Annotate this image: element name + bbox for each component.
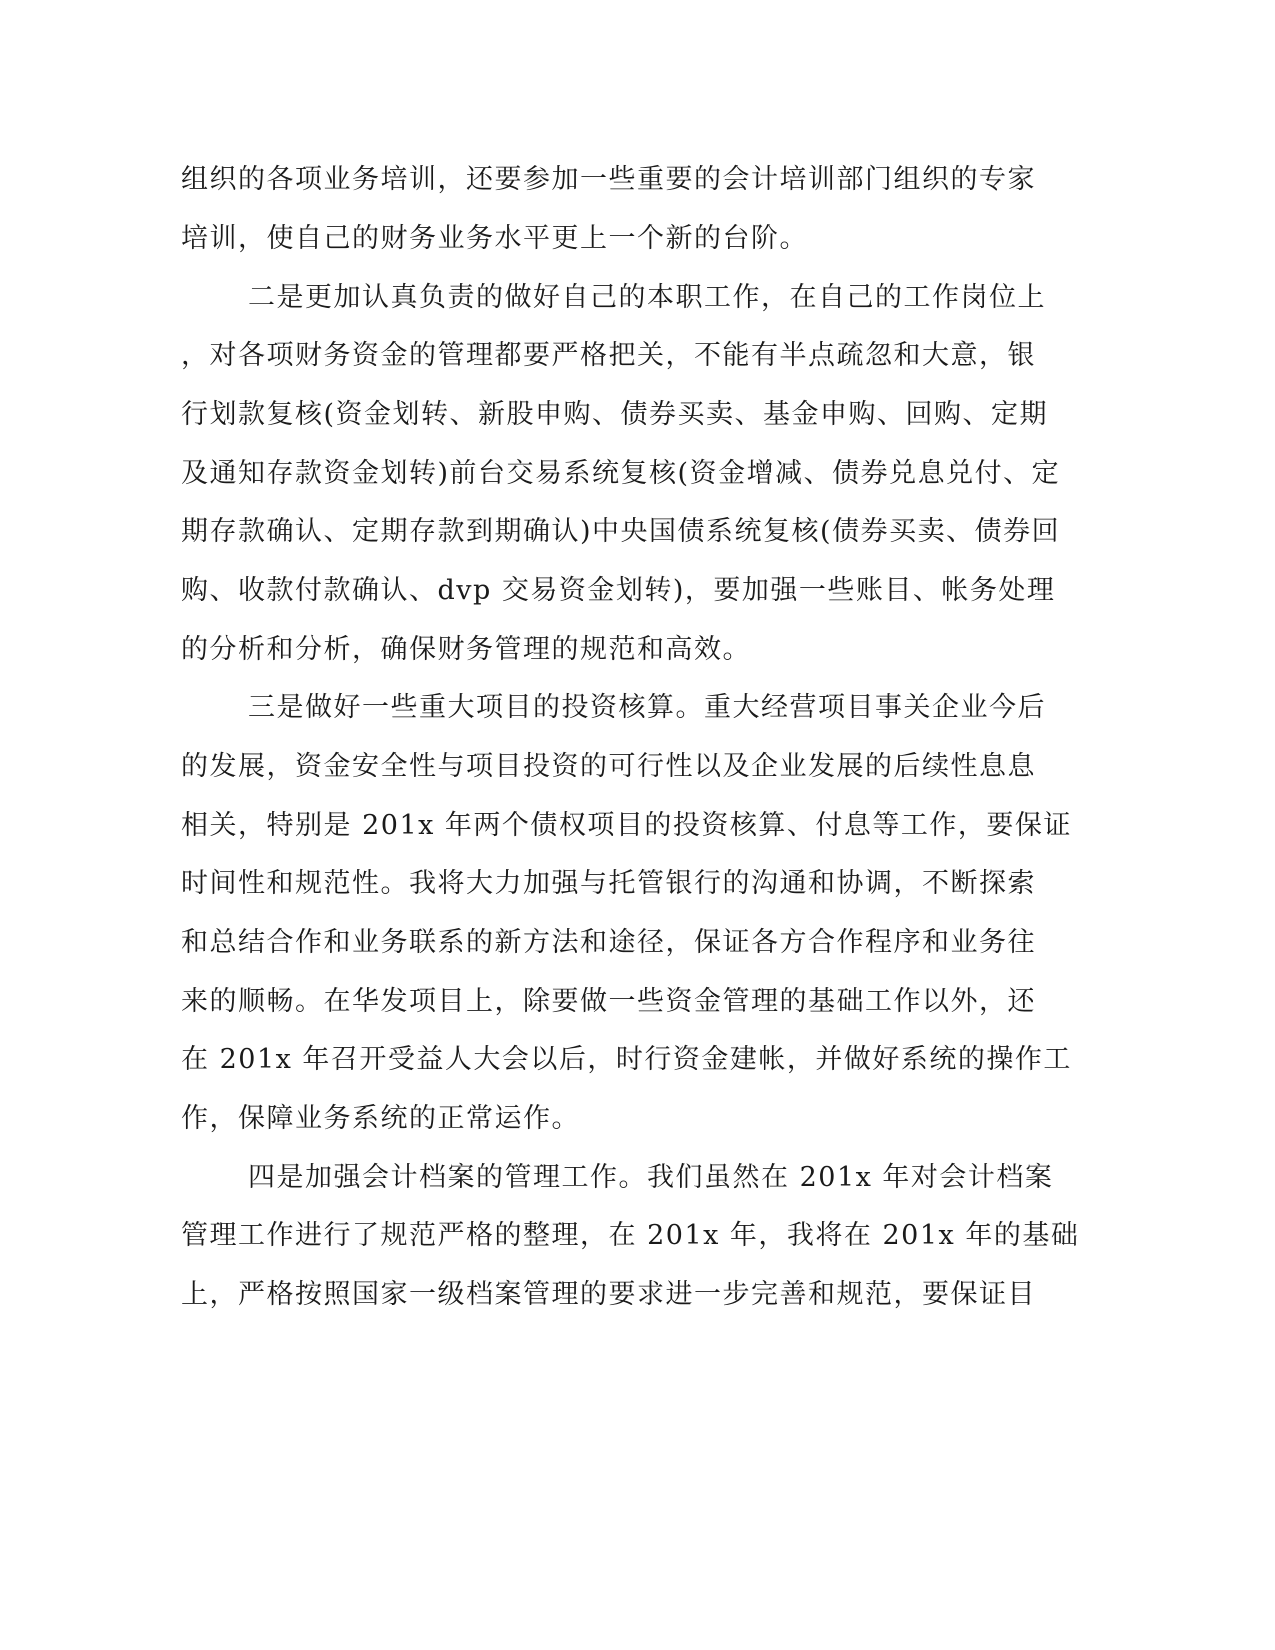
text-line: 行划款复核(资金划转、新股申购、债券买卖、基金申购、回购、定期 xyxy=(181,399,1049,430)
paragraph-start-line: 三是做好一些重大项目的投资核算。重大经营项目事关企业今后 xyxy=(248,692,1046,723)
text-line: 来的顺畅。在华发项目上，除要做一些资金管理的基础工作以外，还 xyxy=(181,986,1036,1017)
text-line: 时间性和规范性。我将大力加强与托管银行的沟通和协调，不断探索 xyxy=(181,868,1036,899)
text-line: 期存款确认、定期存款到期确认)中央国债系统复核(债券买卖、债券回 xyxy=(181,516,1061,547)
text-line: 的分析和分析，确保财务管理的规范和高效。 xyxy=(181,634,751,665)
paragraph-start-line: 二是更加认真负责的做好自己的本职工作，在自己的工作岗位上 xyxy=(248,282,1046,313)
text-line: 和总结合作和业务联系的新方法和途径，保证各方合作程序和业务往 xyxy=(181,927,1036,958)
paragraph-start-line: 四是加强会计档案的管理工作。我们虽然在 201x 年对会计档案 xyxy=(248,1162,1054,1193)
text-line: 培训，使自己的财务业务水平更上一个新的台阶。 xyxy=(181,223,808,254)
text-line: 上，严格按照国家一级档案管理的要求进一步完善和规范，要保证目 xyxy=(181,1279,1036,1310)
text-line: 组织的各项业务培训，还要参加一些重要的会计培训部门组织的专家 xyxy=(181,164,1036,195)
text-line: 管理工作进行了规范严格的整理，在 201x 年，我将在 201x 年的基础 xyxy=(181,1220,1080,1251)
text-line: 在 201x 年召开受益人大会以后，时行资金建帐，并做好系统的操作工 xyxy=(181,1044,1072,1075)
text-line: ，对各项财务资金的管理都要严格把关，不能有半点疏忽和大意，银 xyxy=(181,340,1036,371)
text-line: 及通知存款资金划转)前台交易系统复核(资金增减、债券兑息兑付、定 xyxy=(181,458,1061,489)
text-line: 购、收款付款确认、dvp 交易资金划转)，要加强一些账目、帐务处理 xyxy=(181,575,1056,606)
text-line: 作，保障业务系统的正常运作。 xyxy=(181,1103,580,1134)
text-line: 的发展，资金安全性与项目投资的可行性以及企业发展的后续性息息 xyxy=(181,751,1036,782)
text-line: 相关，特别是 201x 年两个债权项目的投资核算、付息等工作，要保证 xyxy=(181,810,1072,841)
